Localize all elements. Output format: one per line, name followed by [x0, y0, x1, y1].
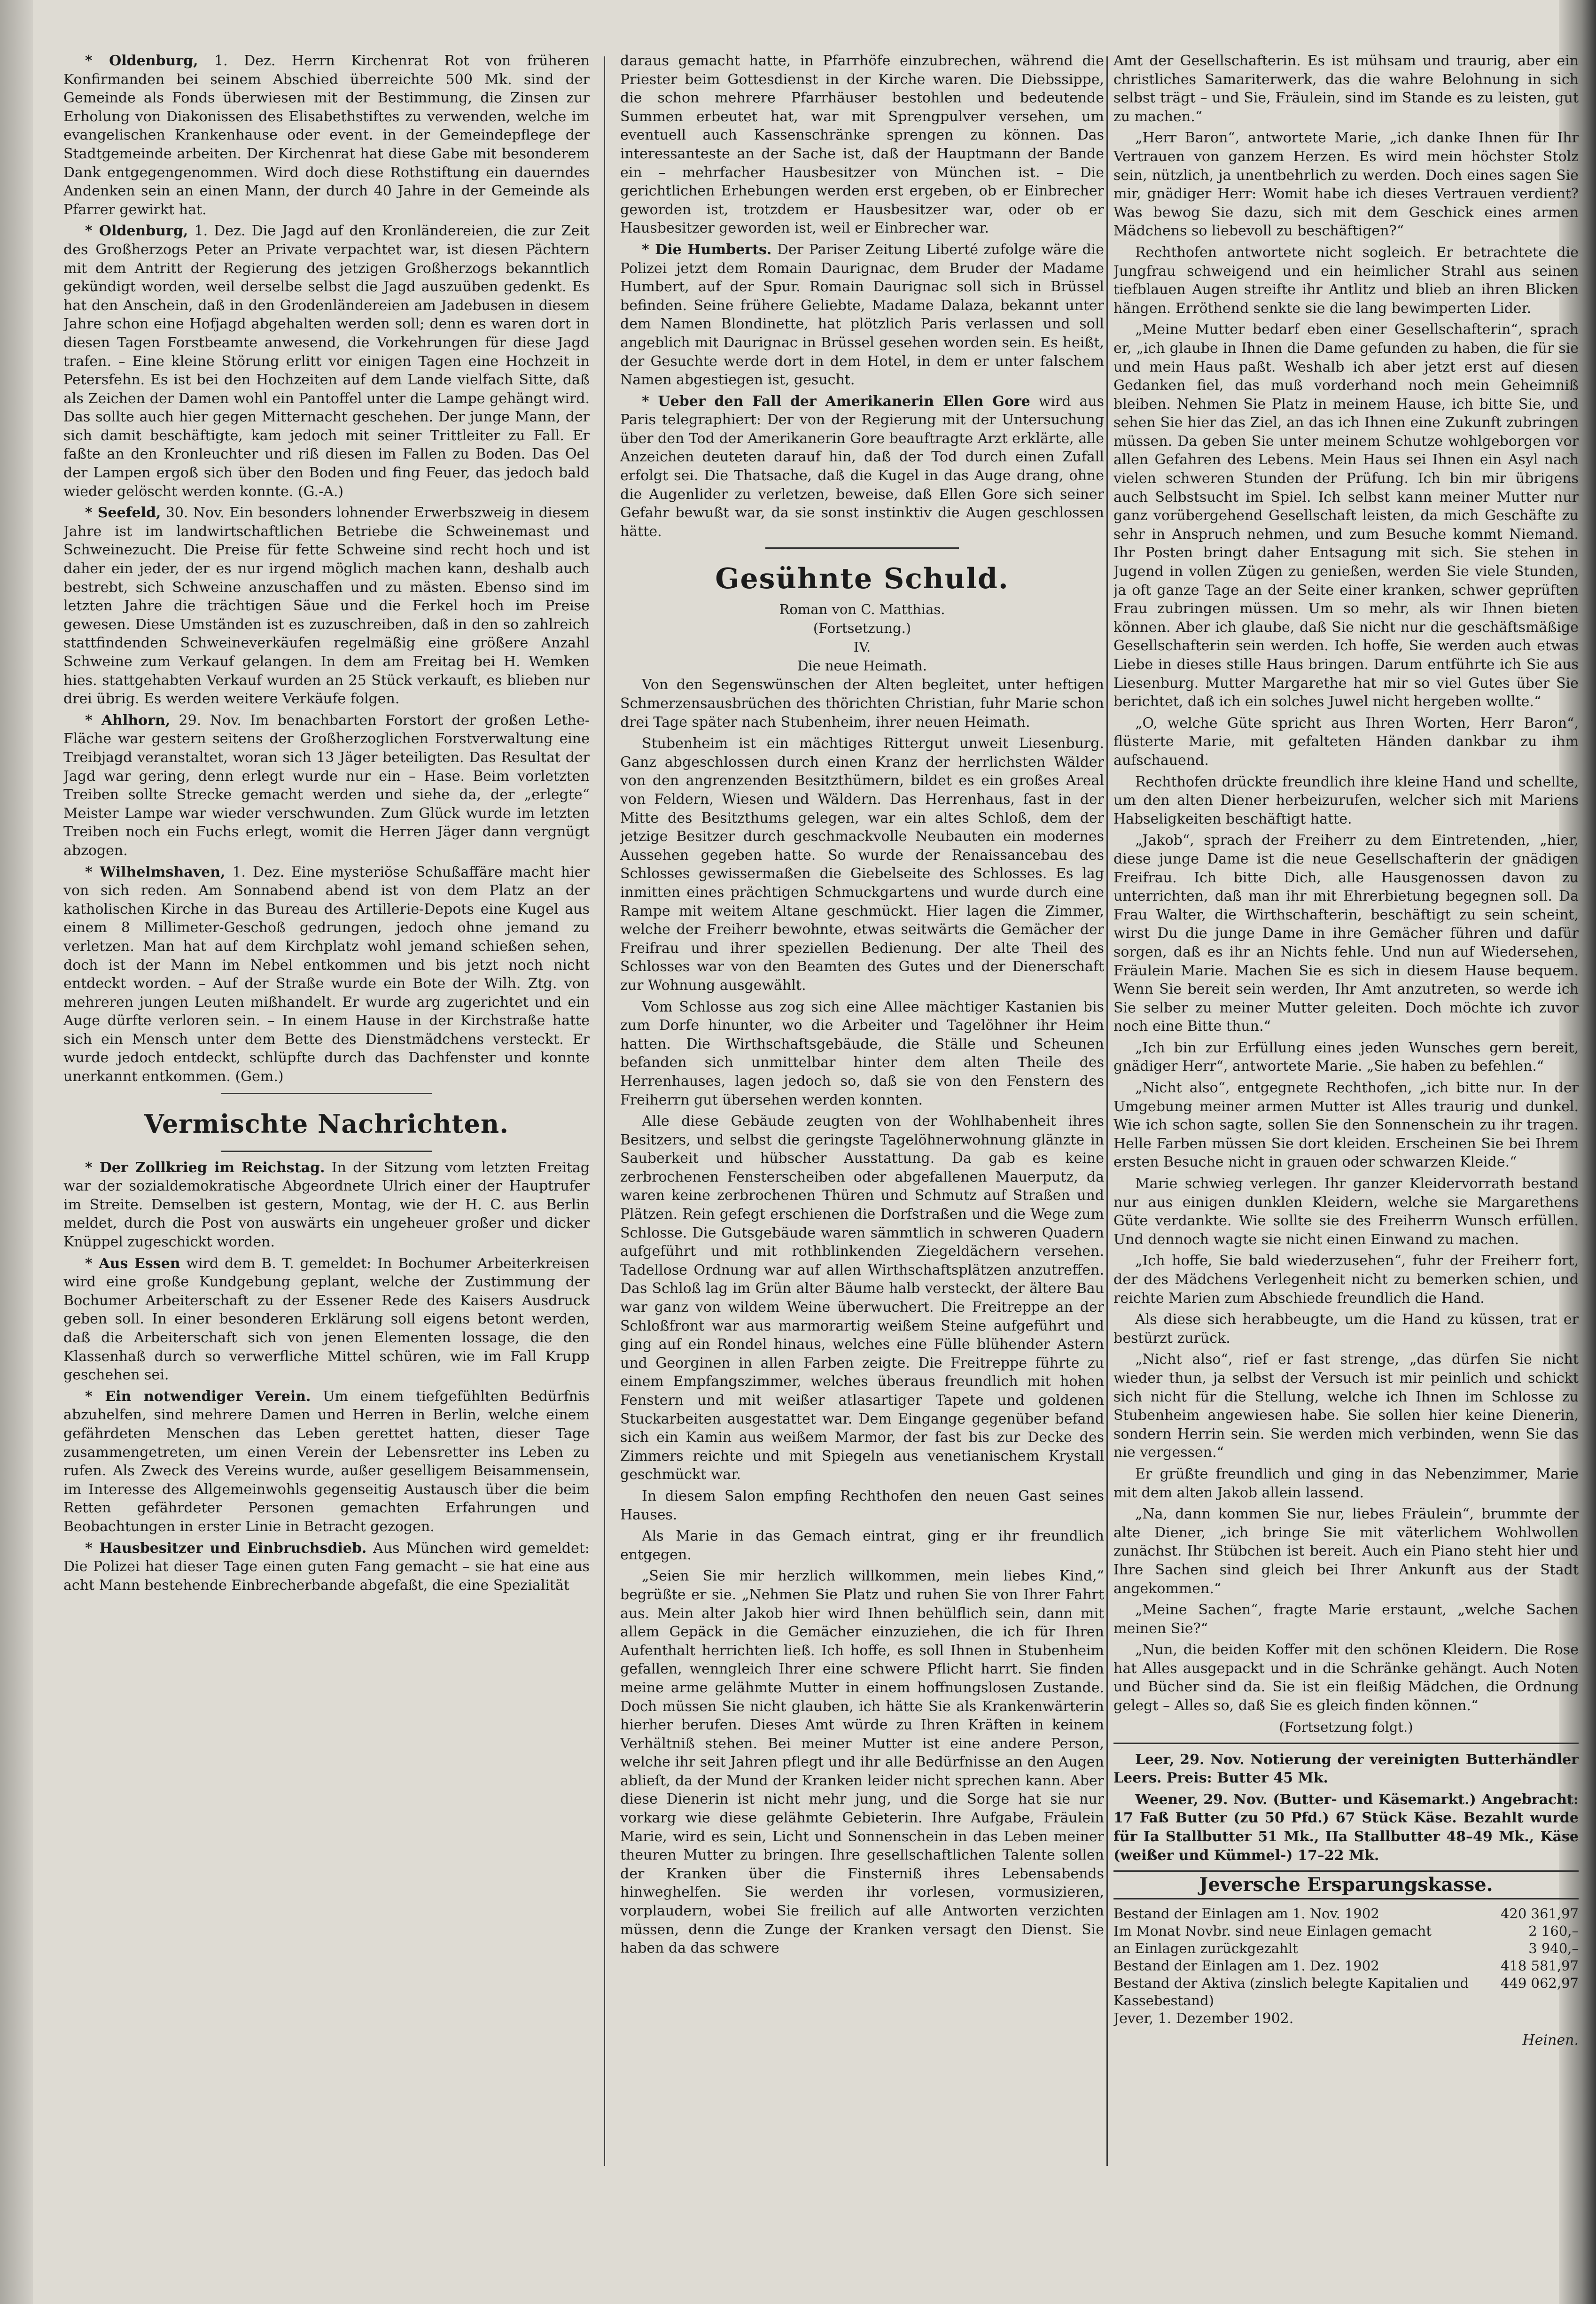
novel-byline: Roman von C. Matthias.	[779, 601, 945, 618]
novel-paragraph: „Ich hoffe, Sie bald wiederzusehen“, fuhr der Freiherr fort, der des Mädchens Verlegenheit nicht zu bemerken schien, und reichte Marien zum Abschiede freundlich die Hand.	[1113, 1253, 1579, 1307]
continuation-note: (Fortsetzung folgt.)	[1279, 1719, 1413, 1735]
item-heading: * Ahlhorn,	[85, 712, 171, 729]
news-item	[63, 1539, 590, 1595]
column-3	[1113, 52, 1579, 2203]
novel-paragraph: Amt der Gesellschafterin. Es ist mühsam und traurig, aber ein christliches Samariterwerk, das die wahre Belohnung in sich selbst trägt – und Sie, Fräulein, sind im Stande es zu leisten, gut zu machen.“	[1113, 53, 1579, 125]
novel-paragraph: Er grüßte freundlich und ging in das Nebenzimmer, Marie mit dem alten Jakob allein lassend.	[1113, 1465, 1579, 1501]
item-heading: * Ueber den Fall der Amerikanerin Ellen Gore	[642, 393, 1030, 410]
continued-text: daraus gemacht hatte, in Pfarrhöfe einzubrechen, während die Priester beim Gottesdienst in der Kirche waren. Die Diebssippe, die schon mehrere Pfarrhäuser bestohlen und bedeutende Summen erbeutet hat, war mit Sprengpulver versehen, um eventuell auch Kassenschränke sprengen zu können. Das interessanteste an der Sache ist, daß der Hauptmann der Bande ein – mehrfacher Hausbesitzer von München ist. – Die gerichtlichen Erhebungen werden erst ergeben, ob er Einbrecher geworden ist, trotzdem er Hausbesitzer war, oder ob er Hausbesitzer geworden ist, weil er Einbrecher war.	[620, 53, 1104, 237]
item-heading: * Oldenburg,	[85, 223, 188, 240]
row-label: Bestand der Einlagen am 1. Nov. 1902	[1113, 1906, 1379, 1922]
item-heading: * Die Humberts.	[642, 241, 772, 258]
divider	[765, 547, 959, 549]
divider	[221, 1151, 432, 1152]
novel-paragraph: Von den Segenswünschen der Alten begleitet, unter heftigen Schmerzensausbrüchen des thörichten Christian, fuhr Marie schon drei Tage später nach Stubenheim, ihrer neuen Heimath.	[620, 677, 1104, 731]
row-value: 3 940,–	[1528, 1940, 1579, 1957]
row-label: Bestand der Aktiva (zinslich belegte Kapitalien und Kassebestand)	[1113, 1975, 1469, 2009]
table-row	[1113, 1905, 1579, 1923]
novel-paragraph: „Meine Sachen“, fragte Marie erstaunt, „welche Sachen meinen Sie?“	[1113, 1602, 1579, 1637]
row-label: an Einlagen zurückgezahlt	[1113, 1940, 1298, 1957]
novel-paragraph: „Nun, die beiden Koffer mit den schönen Kleidern. Die Rose hat Alles ausgepackt und in die Schränke gehängt. Auch Noten und Bücher sind da. Sie ist ein fleißig Mädchen, die Ordnung gelegt – Alles so, daß Sie es gleich finden können.“	[1113, 1642, 1579, 1714]
item-heading: * Ein notwendiger Verein.	[85, 1388, 311, 1405]
news-item	[620, 241, 1104, 389]
item-text: 29. Nov. Im benachbarten Forstort der großen Lethe-Fläche war gestern seitens der Großherzoglichen Forstverwaltung eine Treibjagd veranstaltet, woran sich 13 Jäger beteiligten. Das Resultat der Jagd war gering, denn erlegt wurde nur ein – Hase. Beim vorletzten Treiben sollte Strecke gemacht werden und siehe da, der „erlegte“ Meister Lampe war wieder verschwunden. Zum Glück wurde im letzten Treiben noch ein Fuchs erlegt, womit die Herren Jäger dann vergnügt abzogen.	[63, 712, 590, 859]
market-report	[1113, 1751, 1579, 1788]
novel-paragraph: In diesem Salon empfing Rechthofen den neuen Gast seines Hauses.	[620, 1487, 1104, 1523]
novel-paragraph: Alle diese Gebäude zeugten von der Wohlhabenheit ihres Besitzers, und selbst die geringste Tagelöhnerwohnung glänzte in Sauberkeit und hübscher Ausstattung. Da gab es keine zerbrochenen Fensterscheiben oder abgefallenen Mauerputz, da waren keine zerbrochenen Thüren und Schmutz auf Straßen und Plätzen. Rein gefegt erschienen die Dorfstraßen und die Wege zum Schlosse. Die Gutsgebäude waren sämmtlich in schweren Quadern aufgeführt und mit rothblinkenden Ziegeldächern versehen. Tadellose Ordnung war auf allen Wirthschaftsplätzen anzutreffen. Das Schloß lag im Grün alter Bäume halb versteckt, der ältere Bau war ganz von wildem Weine überwuchert. Die Freitreppe an der Schloßfront war aus marmorartig weißem Steine aufgeführt und ging auf ein Rondel hinaus, welches eine Fülle blühender Astern und Georginen in allen Farben zeigte. Die Freitreppe führte zu einem Empfangszimmer, welches überaus freundlich mit hohen Fenstern und mit weißer atlasartiger Tapete und goldenen Stuckarbeiten ausgestattet war. Dem Eingange gegenüber befand sich ein Kamin aus weißem Marmor, der fast bis zur Decke des Zimmers reichte und mit Spiegeln aus venetianischem Krystall geschmückt war.	[620, 1113, 1104, 1483]
market-text: 29. Nov. Notierung der vereinigten Butterhändler Leers. Preis: Butter 45 Mk.	[1113, 1751, 1579, 1787]
novel-title: Gesühnte Schuld.	[715, 562, 1009, 596]
place-date: Jever, 1. Dezember 1902.	[1113, 2010, 1294, 2027]
news-item	[63, 504, 590, 708]
item-text: Aus München wird gemeldet: Die Polizei hat dieser Tage einen guten Fang gemacht – sie hat eine aus acht Mann bestehende Einbrecherbande abgefaßt, die eine Spezialität	[63, 1540, 590, 1594]
divider	[1113, 1743, 1579, 1744]
novel-paragraph: „Seien Sie mir herzlich willkommen, mein liebes Kind,“ begrüßte er sie. „Nehmen Sie Platz und ruhen Sie von Ihrer Fahrt aus. Mein alter Jakob hier wird Ihnen behülflich sein, dann mit allem Gepäck in die Gemächer einzuziehen, die ich für Ihren Aufenthalt herrichten ließ. Ich hoffe, es soll Ihnen in Stubenheim gefallen, wenngleich Ihrer eine schwere Pflicht harrt. Sie finden meine arme gelähmte Mutter in einem hoffnungslosen Zustande. Doch müssen Sie nicht glauben, ich hätte Sie als Krankenwärterin hierher berufen. Dieses Amt würde zu Ihren Kräften in keinem Verhältniß stehen. Bei meiner Mutter ist eine andere Person, welche ihr seit Jahren pflegt und ihr alle Bedürfnisse an den Augen ablieſt, da der Mund der Kranken leider nicht sprechen kann. Aber diese Dienerin ist nicht mehr jung, und die Sorge hat sie nur vorkarg wie diese gelähmte Gebieterin. Ihre Aufgabe, Fräulein Marie, wird es sein, Licht und Sonnenschein in das Leben meiner theuren Mutter zu bringen. Ihre gesellschaftlichen Talente sollen der Kranken über die Finsterniß ihres Lebensabends hinweghelfen. Sie werden ihr vorlesen, vormusizieren, vorplaudern, wobei Sie freilich auf alle Antworten verzichten müssen, denn die Zunge der Kranken versagt den Dienst. Sie haben da das schwere	[620, 1568, 1104, 1957]
novel-paragraph: „Jakob“, sprach der Freiherr zu dem Eintretenden, „hier, diese junge Dame ist die neue Gesellschafterin der gnädigen Freifrau. Ich bitte Dich, alle Hausgenossen davon zu unterrichten, daß man ihr mit Ehrerbietung begegnen soll. Da Frau Walter, die Wirthschafterin, beschäftigt zu sein scheint, wirst Du die junge Dame in ihre Gemächer führen und dafür sorgen, daß es ihr an Nichts fehle. Und nun auf Wiedersehen, Fräulein Marie. Machen Sie es sich in diesem Hause bequem. Wenn Sie bereit sein werden, Ihr Amt anzutreten, so werde ich Sie selber zu meiner Mutter geleiten. Doch möchte ich zuvor noch eine Bitte thun.“	[1113, 832, 1579, 1035]
item-text: 1. Dez. Herrn Kirchenrat Rot von früheren Konfirmanden bei seinem Abschied überreichte 500 Mk. sind der Gemeinde als Fonds überwiesen mit der Bestimmung, die Zinsen zur Erholung von Diakonissen des Elisabethstiftes zu verwenden, welche im evangelischen Krankenhause oder event. in der Gemeindepflege der Stadtgemeinde arbeiten. Der Kirchenrat hat diese Gabe mit besonderem Dank entgegengenommen. Wird doch diese Rothstiftung ein dauerndes Andenken sein an einen Mann, der durch 40 Jahre in der Gemeinde als Pfarrer gewirkt hat.	[63, 53, 590, 218]
novel-paragraph: Als Marie in das Gemach eintrat, ging er ihr freundlich entgegen.	[620, 1528, 1104, 1563]
column-2	[620, 52, 1104, 2175]
signature: Heinen.	[1522, 2032, 1579, 2048]
item-text: Um einem tiefgefühlten Bedürfnis abzuhelfen, sind mehrere Damen und Herren in Berlin, welche einem gefährdeten Menschen das Leben gerettet hatten, dieser Tage zusammengetreten, um einen Verein der Lebensretter ins Leben zu rufen. Als Zweck des Vereins wurde, außer geselligem Beisammensein, im Interesse des Allgemeinwohls gegenseitig Austausch über die beim Retten gefährdeter Personen gemachten Erfahrungen und Beobachtungen in erster Linie in Betracht gezogen.	[63, 1388, 590, 1535]
news-item	[63, 52, 590, 219]
novel-paragraph: „Ich bin zur Erfüllung eines jeden Wunsches gern bereit, gnädiger Herr“, antwortete Marie. „Sie haben zu befehlen.“	[1113, 1039, 1579, 1075]
table-row	[1113, 1940, 1579, 1957]
item-heading: * Der Zollkrieg im Reichstag.	[85, 1159, 325, 1176]
novel-paragraph: Marie schwieg verlegen. Ihr ganzer Kleidervorrath bestand nur aus einigen dunklen Kleidern, welche sie Margarethens Güte verdankte. Wie sollte sie des Freiherrn Wunsch erfüllen. Und dennoch wagte sie nicht einen Einwand zu machen.	[1113, 1175, 1579, 1248]
novel-paragraph: Als diese sich herabbeugte, um die Hand zu küssen, trat er bestürzt zurück.	[1113, 1311, 1579, 1347]
news-item	[63, 1387, 590, 1536]
savings-table	[1113, 1905, 1579, 2009]
table-row	[1113, 1923, 1579, 1940]
news-item	[63, 863, 590, 1086]
item-text: In der Sitzung vom letzten Freitag war der sozialdemokratische Abgeordnete Ulrich einer der Hauptrufer im Streite. Demselben ist gestern, Montag, wie der H. C. aus Berlin meldet, durch die Post von auswärts ein ungeheuer großer und dicker Knüppel zugeschickt worden.	[63, 1159, 590, 1251]
row-value: 418 581,97	[1500, 1958, 1579, 1974]
item-text: Der Pariser Zeitung Liberté zufolge wäre die Polizei jetzt dem Romain Daurignac, dem Bruder der Madame Humbert, auf der Spur. Romain Daurignac soll sich in Brüssel befinden. Seine frühere Geliebte, Madame Dalaza, bekannt unter dem Namen Blondinette, hat plötzlich Paris verlassen und soll angeblich mit Daurignac in Brüssel gesehen worden sein. Es heißt, der Gesuchte werde dort in dem Hotel, in dem er unter falschem Namen abgestiegen ist, gesucht.	[620, 241, 1104, 389]
binding-edge	[0, 0, 33, 2304]
section-title: Vermischte Nachrichten.	[144, 1108, 509, 1139]
item-text: wird dem B. T. gemeldet: In Bochumer Arbeiterkreisen wird eine große Kundgebung geplant, welche der Zustimmung der Bochumer Arbeiterschaft zu der Essener Rede des Kaisers Ausdruck geben soll. In einer besonderen Erklärung soll eigens betont werden, daß die Arbeiterschaft sich von jenen Elementen lossage, die den Klassenhaß durch so verwerfliche Mittel schüren, wie im Fall Krupp geschehen sei.	[63, 1255, 590, 1384]
market-heading: Leer,	[1135, 1751, 1175, 1768]
novel-paragraph: „Na, dann kommen Sie nur, liebes Fräulein“, brummte der alte Diener, „ich bringe Sie mit väterlichem Wohlwollen zunächst. Ihr Stübchen ist bereit. Auch ein Piano steht hier und Ihre Sachen sind gleich bei Ihrer Ankunft aus der Stadt angekommen.“	[1113, 1506, 1579, 1597]
news-item	[63, 711, 590, 860]
novel-paragraph: „O, welche Güte spricht aus Ihren Worten, Herr Baron“, flüsterte Marie, mit gefalteten Händen dankbar zu ihm aufschauend.	[1113, 715, 1579, 769]
item-text: 1. Dez. Die Jagd auf den Kronländereien, die zur Zeit des Großherzogs Peter an Private verpachtet war, ist diesen Pächtern mit dem Antritt der Regierung des jetzigen Großherzogs bekanntlich gekündigt worden, weil derselbe selbst die Jagd auszuüben gedenkt. Es hat den Anschein, daß in den Grodenländereien am Jadebusen in diesem Jahre schon eine Hofjagd abgehalten werden soll; denn es waren dort in diesen Tagen Forstbeamte anwesend, die Vorkehrungen für diese Jagd trafen. – Eine kleine Störung erlitt vor einigen Tagen eine Hochzeit in Petersfehn. Es ist bei den Hochzeiten auf dem Lande vielfach Sitte, daß als Zeichen der Damen wohl ein Pantoffel unter die Lampe gehängt wird. Das sollte auch hier gegen Mitternacht geschehen. Der junge Mann, der sich damit beschäftigte, kam jedoch mit seiner Trittleiter zu Fall. Er faßte an den Kronleuchter und riß diesen im Fallen zu Boden. Das Oel der Lampen ergoß sich über den Boden und fing Feuer, das jedoch bald wieder gelöscht werden konnte. (G.-A.)	[63, 223, 590, 500]
table-row	[1113, 1957, 1579, 1975]
novel-paragraph: „Nicht also“, rief er fast strenge, „das dürfen Sie nicht wieder thun, ja selbst der Versuch ist mir peinlich und schickt sich nicht für die Stellung, welche ich Ihnen im Schlosse zu Stubenheim angewiesen habe. Sie sollen hier keine Dienerin, sondern Herrin sein. Sie werden mich verbinden, wenn Sie das nie vergessen.“	[1113, 1351, 1579, 1461]
news-item	[620, 392, 1104, 541]
novel-paragraph: „Herr Baron“, antwortete Marie, „ich danke Ihnen für Ihr Vertrauen von ganzem Herzen. Es wird mein höchster Stolz sein, nützlich, ja unentbehrlich zu werden. Doch eines sagen Sie mir, gnädiger Herr: Womit habe ich dieses Vertrauen verdient? Was bewog Sie dazu, sich mit dem Geschick eines armen Mädchens so liebevoll zu beschäftigen?“	[1113, 130, 1579, 240]
item-text: 1. Dez. Eine mysteriöse Schußaffäre macht hier von sich reden. Am Sonnabend abend ist von dem Platz an der katholischen Kirche in das Bureau des Artillerie-Depots eine Kugel aus einem 8 Millimeter-Geschoß gedrungen, jedoch ohne jemand zu verletzen. Man hat auf dem Kirchplatz wohl jemand schießen sehen, doch ist der Mann im Nebel entkommen und bis jetzt noch nicht entdeckt worden. – Auf der Straße wurde ein Bote der Wilh. Ztg. von mehreren jungen Leuten mißhandelt. Er wurde arg zugerichtet und ein Auge dürfte verloren sein. – In einem Hause in der Kirchstraße hatte sich ein Mensch unter dem Bette des Dienstmädchens versteckt. Er wurde jedoch entdeckt, schlüpfte durch das Dachfenster und konnte unerkannt entkommen. (Gem.)	[63, 864, 590, 1085]
chapter-number: IV.	[853, 639, 871, 655]
market-heading: Weener,	[1135, 1791, 1199, 1808]
market-report	[1113, 1790, 1579, 1865]
row-label: Im Monat Novbr. sind neue Einlagen gemacht	[1113, 1923, 1432, 1939]
market-text: 29. Nov. (Butter- und Käsemarkt.) Angebracht: 17 Faß Butter (zu 50 Pfd.) 67 Stück Käse. Bezahlt wurde für Ia Stallbutter 51 Mk., IIa Stallbutter 48–49 Mk., Käse (weißer und Kümmel-) 17–22 Mk.	[1113, 1791, 1579, 1864]
novel-paragraph: Rechthofen antwortete nicht sogleich. Er betrachtete die Jungfrau schweigend und ein heimlicher Strahl aus seinen tiefblauen Augen streifte ihr Antlitz und blieb an ihren Blicken hängen. Erröthend senkte sie die lang bewimperten Lider.	[1113, 244, 1579, 317]
novel-paragraph: „Nicht also“, entgegnete Rechthofen, „ich bitte nur. In der Umgebung meiner armen Mutter ist Alles traurig und dunkel. Wie ich schon sagte, sollen Sie den Sonnenschein zu ihr tragen. Helle Farben müssen Sie dort kleiden. Erscheinen Sie bei Ihrem ersten Besuche nicht in grauen oder schwarzen Kleide.“	[1113, 1080, 1579, 1171]
table-row	[1113, 1975, 1579, 2009]
item-heading: * Aus Essen	[85, 1255, 180, 1272]
row-value: 449 062,97	[1500, 1975, 1579, 1992]
divider	[221, 1093, 432, 1094]
item-heading: * Wilhelmshaven,	[85, 864, 226, 880]
novel-paragraph: Vom Schlosse aus zog sich eine Allee mächtiger Kastanien bis zum Dorfe hinunter, wo die Arbeiter und Tagelöhner ihr Heim hatten. Die Wirthschaftsgebäude, die Ställe und Scheunen befanden sich unmittelbar hinter dem alten Theile des Herrenhauses, lagen jedoch so, daß sie von den Fenstern des Freiherrn gut übersehen werden konnten.	[620, 998, 1104, 1108]
column-rule-2	[1106, 56, 1108, 2166]
row-value: 420 361,97	[1500, 1906, 1579, 1922]
row-value: 2 160,–	[1528, 1923, 1579, 1939]
row-label: Bestand der Einlagen am 1. Dez. 1902	[1113, 1958, 1379, 1974]
item-heading: * Hausbesitzer und Einbruchsdieb.	[85, 1540, 367, 1557]
news-item	[63, 1159, 590, 1252]
item-text: 30. Nov. Ein besonders lohnender Erwerbszweig in diesem Jahre ist im landwirtschaftlichen Betriebe die Schweinemast und Schweinezucht. Die Preise für fette Schweine sind recht hoch und ist daher ein jeder, der es nur irgend möglich machen kann, deshalb auch bestrebt, sich Schweine anzuschaffen und zu mästen. Ebenso sind im letzten Jahre die trächtigen Säue und die Ferkel hoch im Preise gewesen. Diese Umständen ist es zuzuschreiben, daß in den so zahlreich stattfindenden Schweineverkäufen regelmäßig eine größere Anzahl Schweine zum Verkauf gelangen. In dem am Freitag bei H. Wemken hies. stattgehabten Verkauf wurden an 25 Stück verkauft, es blieben nur drei übrig. Es werden weitere Verkäufe folgen.	[63, 505, 590, 708]
novel-paragraph: Rechthofen drückte freundlich ihre kleine Hand und schellte, um den alten Diener herbeizurufen, welcher sich mit Mariens Habseligkeiten beschäftigt hatte.	[1113, 773, 1579, 827]
chapter-title: Die neue Heimath.	[797, 658, 927, 674]
savings-bank-title: Jeversche Ersparungskasse.	[1113, 1870, 1579, 1899]
item-text: wird aus Paris telegraphiert: Der von der Regierung mit der Untersuchung über den Tod der Amerikanerin Gore beauftragte Arzt erklärte, alle Anzeichen deuteten darauf hin, daß der Tod durch einen Zufall erfolgt sei. Die Thatsache, daß die Kugel in das Auge drang, ohne die Augenlider zu verletzen, beweise, daß Ellen Gore sich seiner Gefahr bewußt war, da sie sonst instinktiv die Augen geschlossen hätte.	[620, 393, 1104, 540]
novel-continuation-note: (Fortsetzung.)	[813, 620, 911, 637]
item-heading: * Seefeld,	[85, 505, 161, 522]
news-item	[63, 222, 590, 501]
item-heading: * Oldenburg,	[85, 53, 198, 69]
novel-paragraph: „Meine Mutter bedarf eben einer Gesellschafterin“, sprach er, „ich glaube in Ihnen die Dame gefunden zu haben, die für sie und mein Haus paßt. Weshalb ich aber jetzt erst auf diesen Gedanken fiel, das muß vorderhand noch mein Geheimniß bleiben. Nehmen Sie Platz in meinem Hause, ich bitte Sie, und sehen Sie hier das Ziel, an das ich Ihnen eine Zukunft zubringen müssen. Da geben Sie unter meinem Schutze wohlgeborgen vor allen Gefahren des Lebens. Mein Haus sei Ihnen ein Asyl nach vielen schweren Stunden der Prüfung. Ich bin mir übrigens auch Selbstsucht im Spiel. Ich selbst kann meiner Mutter nur ganz vorübergehend Gesellschaft leisten, da mich Geschäfte zu sehr in Anspruch nehmen, und zum Besuche kommt Niemand. Ihr Posten bringt daher Entsagung mit sich. Sie stehen in Jugend in vollen Zügen zu genießen, werden Sie viele Stunden, ja oft ganze Tage an der Seite einer kranken, schwer geprüften Frau zubringen müssen. Um so mehr, als wir Ihnen bieten können. Aber ich glaube, daß Sie nicht nur die geschäftsmäßige Gesellschafterin sein werden. Ich hoffe, Sie werden auch etwas Liebe in dieses stille Haus bringen. Darum entführte ich Sie aus Liesenburg. Mutter Margarethe hat mir so viel Gutes über Sie berichtet, daß ich ein solches Juwel nicht hergeben wollte.“	[1113, 321, 1579, 710]
column-1	[63, 52, 590, 2175]
column-rule-1	[604, 56, 605, 2166]
novel-paragraph: Stubenheim ist ein mächtiges Rittergut unweit Liesenburg. Ganz abgeschlossen durch einen Kranz der herrlichsten Wälder von den angrenzenden Besitzthümern, bildet es ein großes Areal von Feldern, Wiesen und Wäldern. Das Herrenhaus, fast in der Mitte des Besitzthums gelegen, war ein altes Schloß, dem der jetzige Besitzer durch geschmackvolle Neubauten ein modernes Aussehen gegeben hatte. So wurde der Renaissancebau des Schlosses gewissermaßen die Giebelseite des Schlosses. Es lag inmitten eines prächtigen Schmuckgartens und wurde durch eine Rampe mit weitem Altane geschmückt. Hier lagen die Zimmer, welche der Freiherr bewohnte, etwas seitwärts die Gemächer der Freifrau und ihrer speziellen Bedienung. Der alte Theil des Schlosses war von den Beamten des Gutes und der Dienerschaft zur Wohnung ausgewählt.	[620, 735, 1104, 994]
news-item	[63, 1254, 590, 1385]
